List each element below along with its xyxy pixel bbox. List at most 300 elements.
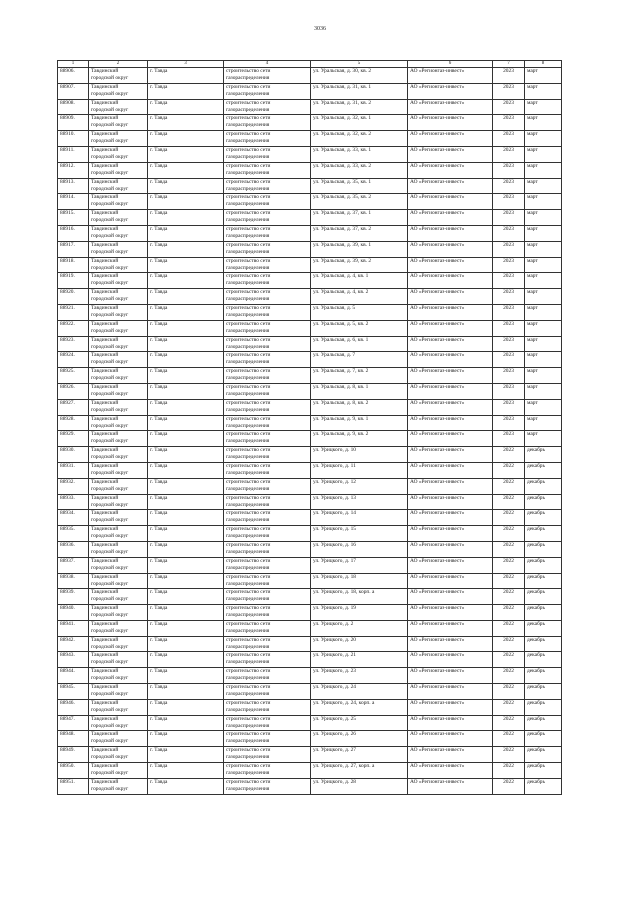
settlement-cell-text: г. Тавда bbox=[150, 478, 168, 485]
row-number-text: 88926. bbox=[60, 383, 75, 390]
address-cell-text: ул. Урицкого, д. 24, корп. а bbox=[313, 699, 375, 706]
work-type-cell-text: строительство сети bbox=[226, 589, 271, 596]
address-cell-text: ул. Урицкого, д. 28 bbox=[313, 778, 356, 785]
row-number bbox=[58, 668, 89, 684]
organization-cell-text: АО «Регионгаз-инвест» bbox=[410, 352, 465, 359]
district-cell bbox=[89, 763, 148, 779]
settlement-cell bbox=[148, 778, 224, 794]
column-number-row bbox=[58, 61, 562, 68]
work-type-cell-text: строительство сети bbox=[226, 431, 271, 438]
district-cell-text: Тавдинский bbox=[91, 763, 119, 770]
district-cell bbox=[89, 320, 148, 336]
month-cell bbox=[525, 668, 562, 684]
work-type-cell-text: газораспределения bbox=[226, 706, 270, 713]
year-cell-text: 2023 bbox=[503, 320, 514, 327]
address-cell-text: ул. Урицкого, д. 16 bbox=[313, 541, 356, 548]
row-number bbox=[58, 336, 89, 352]
settlement-cell-text: г. Тавда bbox=[150, 494, 168, 501]
address-cell-text: ул. Урицкого, д. 21 bbox=[313, 652, 356, 659]
work-type-cell-text: строительство сети bbox=[226, 557, 271, 564]
table-row bbox=[58, 178, 562, 194]
work-type-cell-text: газораспределения bbox=[226, 596, 270, 603]
settlement-cell-text: г. Тавда bbox=[150, 636, 168, 643]
settlement-cell bbox=[148, 652, 224, 668]
settlement-cell-text: г. Тавда bbox=[150, 257, 168, 264]
settlement-cell bbox=[148, 447, 224, 463]
month-cell-text: март bbox=[527, 352, 538, 359]
address-cell bbox=[311, 131, 408, 147]
work-type-cell-text: газораспределения bbox=[226, 612, 270, 619]
table-row bbox=[58, 399, 562, 415]
address-cell-text: ул. Урицкого, д. 14 bbox=[313, 510, 356, 517]
work-type-cell-text: газораспределения bbox=[226, 311, 270, 318]
work-type-cell-text: строительство сети bbox=[226, 731, 271, 738]
work-type-cell-text: газораспределения bbox=[226, 106, 270, 113]
address-cell-text: ул. Уральская, д. 4, кв. 2 bbox=[313, 289, 369, 296]
row-number-text: 88913. bbox=[60, 178, 75, 185]
row-number bbox=[58, 99, 89, 115]
work-type-cell-text: строительство сети bbox=[226, 225, 271, 232]
work-type-cell-text: строительство сети bbox=[226, 478, 271, 485]
month-cell-text: декабрь bbox=[527, 699, 545, 706]
work-type-cell-text: строительство сети bbox=[226, 210, 271, 217]
work-type-cell bbox=[224, 273, 311, 289]
table-row bbox=[58, 194, 562, 210]
district-cell bbox=[89, 652, 148, 668]
work-type-cell-text: строительство сети bbox=[226, 573, 271, 580]
district-cell bbox=[89, 605, 148, 621]
address-cell bbox=[311, 257, 408, 273]
year-cell-text: 2023 bbox=[503, 399, 514, 406]
month-cell-text: март bbox=[527, 225, 538, 232]
year-cell bbox=[493, 668, 525, 684]
address-cell bbox=[311, 320, 408, 336]
organization-cell-text: АО «Регионгаз-инвест» bbox=[410, 146, 465, 153]
district-cell bbox=[89, 115, 148, 131]
work-type-cell bbox=[224, 83, 311, 99]
settlement-cell-text: г. Тавда bbox=[150, 431, 168, 438]
year-cell-text: 2022 bbox=[503, 636, 514, 643]
year-cell bbox=[493, 83, 525, 99]
month-cell bbox=[525, 652, 562, 668]
settlement-cell-text: г. Тавда bbox=[150, 699, 168, 706]
column-number: 5 bbox=[311, 61, 408, 68]
work-type-cell bbox=[224, 146, 311, 162]
settlement-cell-text: г. Тавда bbox=[150, 684, 168, 691]
district-cell bbox=[89, 668, 148, 684]
year-cell-text: 2023 bbox=[503, 368, 514, 375]
column-number: 6 bbox=[408, 61, 493, 68]
table-row bbox=[58, 494, 562, 510]
organization-cell-text: АО «Регионгаз-инвест» bbox=[410, 573, 465, 580]
year-cell bbox=[493, 368, 525, 384]
district-cell bbox=[89, 747, 148, 763]
address-cell bbox=[311, 210, 408, 226]
year-cell bbox=[493, 510, 525, 526]
address-cell bbox=[311, 462, 408, 478]
month-cell bbox=[525, 289, 562, 305]
table-row bbox=[58, 763, 562, 779]
district-cell-text: городской округ bbox=[91, 533, 129, 540]
district-cell-text: Тавдинский bbox=[91, 225, 119, 232]
row-number bbox=[58, 162, 89, 178]
settlement-cell bbox=[148, 162, 224, 178]
organization-cell bbox=[408, 257, 493, 273]
settlement-cell bbox=[148, 573, 224, 589]
work-type-cell bbox=[224, 99, 311, 115]
district-cell-text: Тавдинский bbox=[91, 605, 119, 612]
settlement-cell bbox=[148, 747, 224, 763]
organization-cell bbox=[408, 115, 493, 131]
month-cell-text: декабрь bbox=[527, 684, 545, 691]
work-type-cell-text: газораспределения bbox=[226, 359, 270, 366]
month-cell bbox=[525, 415, 562, 431]
district-cell-text: городской округ bbox=[91, 343, 129, 350]
settlement-cell bbox=[148, 589, 224, 605]
organization-cell-text: АО «Регионгаз-инвест» bbox=[410, 304, 465, 311]
table-row bbox=[58, 131, 562, 147]
month-cell bbox=[525, 541, 562, 557]
month-cell bbox=[525, 304, 562, 320]
table-row bbox=[58, 146, 562, 162]
column-number: 3 bbox=[148, 61, 224, 68]
work-type-cell-text: газораспределения bbox=[226, 469, 270, 476]
row-number bbox=[58, 447, 89, 463]
address-cell bbox=[311, 83, 408, 99]
settlement-cell-text: г. Тавда bbox=[150, 447, 168, 454]
district-cell bbox=[89, 731, 148, 747]
year-cell-text: 2023 bbox=[503, 336, 514, 343]
address-cell bbox=[311, 447, 408, 463]
settlement-cell bbox=[148, 178, 224, 194]
district-cell bbox=[89, 194, 148, 210]
organization-cell bbox=[408, 478, 493, 494]
table-row bbox=[58, 162, 562, 178]
row-number bbox=[58, 589, 89, 605]
organization-cell-text: АО «Регионгаз-инвест» bbox=[410, 620, 465, 627]
month-cell-text: март bbox=[527, 399, 538, 406]
year-cell-text: 2022 bbox=[503, 605, 514, 612]
month-cell-text: март bbox=[527, 210, 538, 217]
year-cell-text: 2022 bbox=[503, 699, 514, 706]
work-type-cell bbox=[224, 668, 311, 684]
district-cell-text: городской округ bbox=[91, 122, 129, 129]
district-cell bbox=[89, 399, 148, 415]
work-type-cell bbox=[224, 447, 311, 463]
address-cell-text: ул. Урицкого, д. 13 bbox=[313, 494, 356, 501]
year-cell bbox=[493, 778, 525, 794]
settlement-cell-text: г. Тавда bbox=[150, 510, 168, 517]
row-number-text: 88943. bbox=[60, 652, 75, 659]
work-type-cell bbox=[224, 541, 311, 557]
year-cell-text: 2022 bbox=[503, 557, 514, 564]
row-number bbox=[58, 368, 89, 384]
row-number-text: 88942. bbox=[60, 636, 75, 643]
settlement-cell-text: г. Тавда bbox=[150, 368, 168, 375]
work-type-cell bbox=[224, 620, 311, 636]
address-cell-text: ул. Урицкого, д. 19 bbox=[313, 605, 356, 612]
address-cell bbox=[311, 68, 408, 84]
work-type-cell-text: строительство сети bbox=[226, 526, 271, 533]
settlement-cell-text: г. Тавда bbox=[150, 194, 168, 201]
district-cell bbox=[89, 336, 148, 352]
column-number: 2 bbox=[89, 61, 148, 68]
month-cell-text: декабрь bbox=[527, 620, 545, 627]
organization-cell bbox=[408, 225, 493, 241]
column-number: 7 bbox=[493, 61, 525, 68]
table-row bbox=[58, 320, 562, 336]
district-cell bbox=[89, 541, 148, 557]
settlement-cell-text: г. Тавда bbox=[150, 589, 168, 596]
month-cell bbox=[525, 273, 562, 289]
district-cell bbox=[89, 83, 148, 99]
work-type-cell-text: строительство сети bbox=[226, 605, 271, 612]
work-type-cell-text: строительство сети bbox=[226, 68, 271, 74]
organization-cell bbox=[408, 68, 493, 84]
address-cell-text: ул. Уральская, д. 7 bbox=[313, 352, 356, 359]
work-type-cell-text: строительство сети bbox=[226, 241, 271, 248]
work-type-cell-text: газораспределения bbox=[226, 564, 270, 571]
year-cell bbox=[493, 605, 525, 621]
month-cell-text: декабрь bbox=[527, 605, 545, 612]
work-type-cell-text: газораспределения bbox=[226, 296, 270, 303]
address-cell bbox=[311, 778, 408, 794]
settlement-cell-text: г. Тавда bbox=[150, 763, 168, 770]
table-row bbox=[58, 652, 562, 668]
month-cell bbox=[525, 620, 562, 636]
year-cell-text: 2023 bbox=[503, 431, 514, 438]
year-cell bbox=[493, 573, 525, 589]
month-cell-text: март bbox=[527, 273, 538, 280]
table-row bbox=[58, 210, 562, 226]
address-cell-text: ул. Уральская, д. 35, кв. 1 bbox=[313, 178, 372, 185]
district-cell-text: Тавдинский bbox=[91, 557, 119, 564]
district-cell-text: Тавдинский bbox=[91, 668, 119, 675]
district-cell-text: городской округ bbox=[91, 185, 129, 192]
work-type-cell-text: газораспределения bbox=[226, 517, 270, 524]
year-cell-text: 2023 bbox=[503, 146, 514, 153]
work-type-cell-text: строительство сети bbox=[226, 747, 271, 754]
district-cell bbox=[89, 178, 148, 194]
work-type-cell bbox=[224, 289, 311, 305]
organization-cell bbox=[408, 368, 493, 384]
month-cell-text: март bbox=[527, 431, 538, 438]
settlement-cell bbox=[148, 478, 224, 494]
organization-cell-text: АО «Регионгаз-инвест» bbox=[410, 715, 465, 722]
year-cell-text: 2023 bbox=[503, 178, 514, 185]
address-cell-text: ул. Уральская, д. 6, кв. 1 bbox=[313, 336, 369, 343]
district-cell-text: Тавдинский bbox=[91, 146, 119, 153]
month-cell bbox=[525, 210, 562, 226]
table-row bbox=[58, 510, 562, 526]
row-number bbox=[58, 273, 89, 289]
table-row bbox=[58, 462, 562, 478]
district-cell bbox=[89, 510, 148, 526]
district-cell-text: Тавдинский bbox=[91, 162, 119, 169]
settlement-cell bbox=[148, 526, 224, 542]
address-cell bbox=[311, 510, 408, 526]
work-type-cell-text: газораспределения bbox=[226, 454, 270, 461]
work-type-cell-text: газораспределения bbox=[226, 501, 270, 508]
organization-cell-text: АО «Регионгаз-инвест» bbox=[410, 526, 465, 533]
settlement-cell-text: г. Тавда bbox=[150, 83, 168, 90]
work-type-cell-text: газораспределения bbox=[226, 422, 270, 429]
row-number bbox=[58, 320, 89, 336]
organization-cell bbox=[408, 462, 493, 478]
year-cell-text: 2023 bbox=[503, 415, 514, 422]
row-number-text: 88937. bbox=[60, 557, 75, 564]
table-row bbox=[58, 225, 562, 241]
district-cell bbox=[89, 304, 148, 320]
organization-cell-text: АО «Регионгаз-инвест» bbox=[410, 225, 465, 232]
address-cell bbox=[311, 431, 408, 447]
address-cell-text: ул. Уральская, д. 7, кв. 2 bbox=[313, 368, 369, 375]
row-number bbox=[58, 494, 89, 510]
work-type-cell-text: строительство сети bbox=[226, 368, 271, 375]
district-cell-text: Тавдинский bbox=[91, 304, 119, 311]
work-type-cell-text: газораспределения bbox=[226, 754, 270, 761]
year-cell bbox=[493, 241, 525, 257]
district-cell-text: городской округ bbox=[91, 375, 129, 382]
district-cell bbox=[89, 684, 148, 700]
year-cell-text: 2023 bbox=[503, 257, 514, 264]
year-cell bbox=[493, 68, 525, 84]
district-cell-text: Тавдинский bbox=[91, 494, 119, 501]
organization-cell-text: АО «Регионгаз-инвест» bbox=[410, 652, 465, 659]
settlement-cell-text: г. Тавда bbox=[150, 573, 168, 580]
district-cell bbox=[89, 210, 148, 226]
district-cell-text: Тавдинский bbox=[91, 510, 119, 517]
address-cell-text: ул. Уральская, д. 35, кв. 2 bbox=[313, 194, 372, 201]
row-number bbox=[58, 225, 89, 241]
row-number bbox=[58, 131, 89, 147]
work-type-cell-text: газораспределения bbox=[226, 201, 270, 208]
month-cell bbox=[525, 557, 562, 573]
address-cell-text: ул. Урицкого, д. 24 bbox=[313, 684, 356, 691]
address-cell bbox=[311, 352, 408, 368]
address-cell-text: ул. Уральская, д. 5 bbox=[313, 304, 356, 311]
year-cell bbox=[493, 763, 525, 779]
row-number-text: 88940. bbox=[60, 605, 75, 612]
organization-cell bbox=[408, 146, 493, 162]
work-type-cell-text: строительство сети bbox=[226, 178, 271, 185]
month-cell bbox=[525, 225, 562, 241]
table-row bbox=[58, 289, 562, 305]
organization-cell-text: АО «Регионгаз-инвест» bbox=[410, 636, 465, 643]
row-number bbox=[58, 763, 89, 779]
year-cell bbox=[493, 320, 525, 336]
row-number bbox=[58, 83, 89, 99]
month-cell-text: декабрь bbox=[527, 731, 545, 738]
organization-cell-text: АО «Регионгаз-инвест» bbox=[410, 763, 465, 770]
column-number: 8 bbox=[525, 61, 562, 68]
work-type-cell-text: строительство сети bbox=[226, 462, 271, 469]
settlement-cell-text: г. Тавда bbox=[150, 289, 168, 296]
year-cell-text: 2022 bbox=[503, 747, 514, 754]
district-cell bbox=[89, 699, 148, 715]
work-type-cell-text: газораспределения bbox=[226, 785, 270, 792]
year-cell bbox=[493, 636, 525, 652]
settlement-cell-text: г. Тавда bbox=[150, 273, 168, 280]
year-cell-text: 2022 bbox=[503, 494, 514, 501]
address-cell-text: ул. Уральская, д. 33, кв. 2 bbox=[313, 162, 372, 169]
address-cell-text: ул. Урицкого, д. 26 bbox=[313, 731, 356, 738]
district-cell-text: городской округ bbox=[91, 548, 129, 555]
address-cell bbox=[311, 684, 408, 700]
work-type-cell bbox=[224, 510, 311, 526]
month-cell bbox=[525, 605, 562, 621]
row-number bbox=[58, 194, 89, 210]
work-type-cell-text: газораспределения bbox=[226, 375, 270, 382]
month-cell-text: декабрь bbox=[527, 510, 545, 517]
organization-cell bbox=[408, 731, 493, 747]
year-cell-text: 2022 bbox=[503, 731, 514, 738]
year-cell bbox=[493, 478, 525, 494]
address-cell bbox=[311, 368, 408, 384]
address-cell-text: ул. Урицкого, д. 15 bbox=[313, 526, 356, 533]
month-cell bbox=[525, 115, 562, 131]
year-cell-text: 2022 bbox=[503, 478, 514, 485]
settlement-cell bbox=[148, 557, 224, 573]
settlement-cell-text: г. Тавда bbox=[150, 715, 168, 722]
district-cell-text: Тавдинский bbox=[91, 99, 119, 106]
district-cell-text: Тавдинский bbox=[91, 399, 119, 406]
settlement-cell bbox=[148, 541, 224, 557]
year-cell bbox=[493, 684, 525, 700]
settlement-cell bbox=[148, 668, 224, 684]
address-cell bbox=[311, 146, 408, 162]
row-number-text: 88923. bbox=[60, 336, 75, 343]
settlement-cell bbox=[148, 399, 224, 415]
district-cell bbox=[89, 99, 148, 115]
work-type-cell-text: газораспределения bbox=[226, 548, 270, 555]
address-cell bbox=[311, 763, 408, 779]
district-cell bbox=[89, 431, 148, 447]
address-cell bbox=[311, 636, 408, 652]
settlement-cell-text: г. Тавда bbox=[150, 462, 168, 469]
address-cell-text: ул. Урицкого, д. 23 bbox=[313, 668, 356, 675]
address-cell bbox=[311, 115, 408, 131]
organization-cell bbox=[408, 162, 493, 178]
year-cell bbox=[493, 162, 525, 178]
district-cell bbox=[89, 636, 148, 652]
district-cell bbox=[89, 494, 148, 510]
settlement-cell-text: г. Тавда bbox=[150, 241, 168, 248]
organization-cell bbox=[408, 636, 493, 652]
work-type-cell-text: газораспределения bbox=[226, 770, 270, 777]
district-cell-text: городской округ bbox=[91, 454, 129, 461]
district-cell-text: Тавдинский bbox=[91, 447, 119, 454]
year-cell bbox=[493, 210, 525, 226]
district-cell-text: городской округ bbox=[91, 643, 129, 650]
district-cell-text: городской округ bbox=[91, 390, 129, 397]
organization-cell-text: АО «Регионгаз-инвест» bbox=[410, 162, 465, 169]
settlement-cell bbox=[148, 699, 224, 715]
district-cell-text: Тавдинский bbox=[91, 289, 119, 296]
address-cell bbox=[311, 383, 408, 399]
month-cell bbox=[525, 336, 562, 352]
address-cell-text: ул. Уральская, д. 33, кв. 1 bbox=[313, 146, 372, 153]
month-cell-text: декабрь bbox=[527, 747, 545, 754]
district-cell-text: городской округ bbox=[91, 770, 129, 777]
district-cell-text: городской округ bbox=[91, 596, 129, 603]
work-type-cell-text: строительство сети bbox=[226, 131, 271, 138]
work-type-cell-text: газораспределения bbox=[226, 75, 270, 81]
district-cell-text: Тавдинский bbox=[91, 715, 119, 722]
row-number bbox=[58, 636, 89, 652]
row-number bbox=[58, 557, 89, 573]
organization-cell bbox=[408, 273, 493, 289]
